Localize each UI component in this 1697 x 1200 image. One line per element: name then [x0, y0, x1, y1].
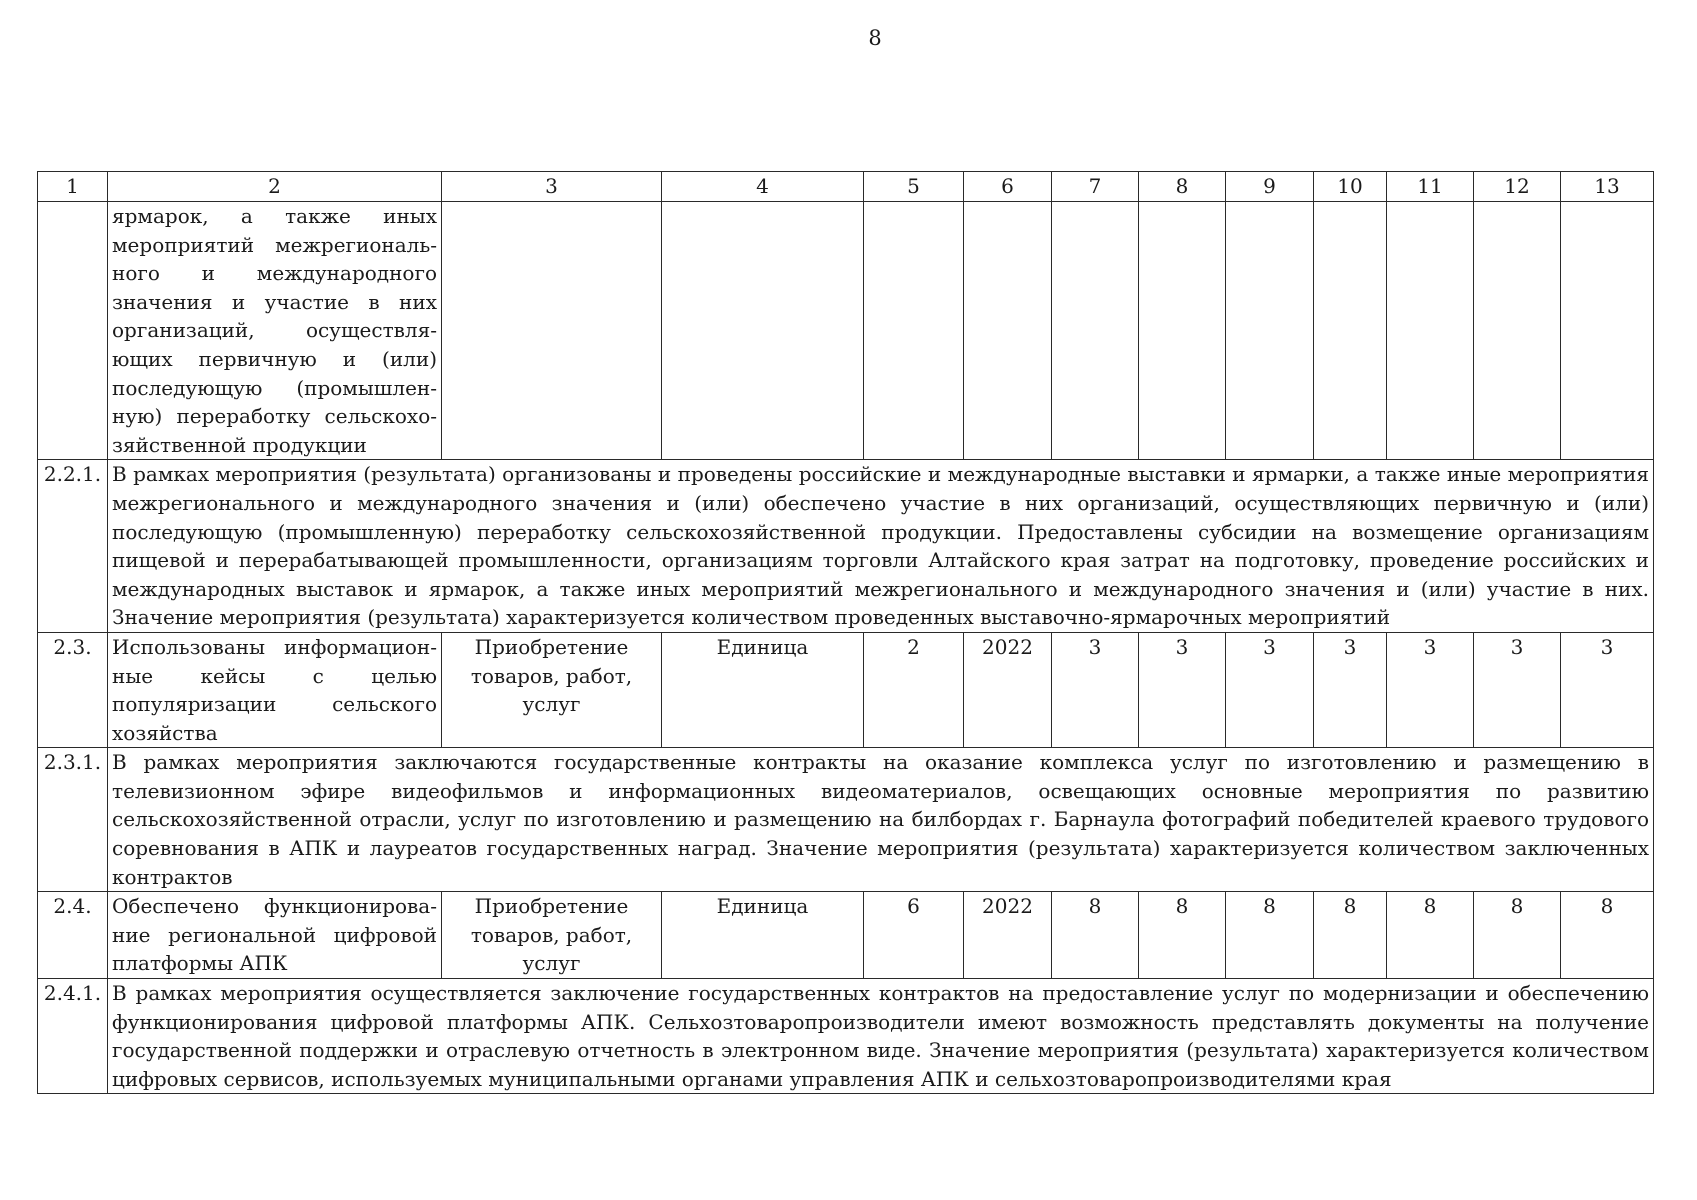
table-row: [38, 460, 1654, 633]
page-number: 8: [868, 26, 882, 50]
header-cell: 4: [662, 172, 864, 202]
row-number: 2.3.: [38, 632, 108, 747]
measure-description: В рамках мероприятия осуществляется заключение государственных контрактов на предоставление услуг по модернизации и обеспечению функционирования цифровой платформы АПК. Сельхозтоваропроизводители имеют возможность представлять документы на получение государственной поддержки и отраслевую отчетность в электронном виде. Значение мероприятия (результата) характеризуется количеством цифровых сервисов, используемых муниципальными органами управления АПК и сельхозтоваропроизводителями края: [108, 979, 1654, 1094]
header-cell: 2: [108, 172, 442, 202]
header-cell: 11: [1387, 172, 1474, 202]
measure-description: В рамках мероприятия (результата) организованы и проведены российские и международные выставки и ярмарки, а также иные мероприятия межрегионального и международного значения и (или) обеспечено участие в них организаций, осуществляющих первичную и (или) последующую (промышленную) переработку сельскохозяйственной продукции. Предоставлены субсидии на возмещение организациям пищевой и перерабатывающей промышленности, организациям торговли Алтайского края затрат на подготовку, проведение российских и международных выставок и ярмарок, а также иных мероприятий межрегионального и международного значения и (или) участие в них. Значение мероприятия (результата) характеризуется количеством проведенных выставочно-ярмарочных мероприятий: [108, 460, 1654, 633]
year-value: 3: [1139, 632, 1226, 747]
base-year: 2022: [964, 632, 1052, 747]
year-value: 8: [1314, 892, 1387, 979]
header-cell: 9: [1226, 172, 1314, 202]
measure-name-continued: ярмарок, а также иных мероприятий межрегионального и международного значения и участие в них организаций, осуществляющих первичную и (или) последующую (промышленную) переработку сельскохозяйственной продукции: [108, 202, 442, 460]
year-value: 8: [1561, 892, 1654, 979]
table-row: [38, 892, 1654, 979]
base-value: 6: [864, 892, 964, 979]
year-value: 3: [1387, 632, 1474, 747]
base-year: 2022: [964, 892, 1052, 979]
header-cell: 5: [864, 172, 964, 202]
year-value: 8: [1387, 892, 1474, 979]
row-number-cell: [38, 202, 108, 460]
row-number: 2.4.1.: [38, 979, 108, 1094]
row-number: 2.2.1.: [38, 460, 108, 633]
measure-description: В рамках мероприятия заключаются государственные контракты на оказание комплекса услуг по изготовлению и размещению в телевизионном эфире видеофильмов и информационных видеоматериалов, освещающих основные мероприятия по развитию сельскохозяйственной отрасли, услуг по изготовлению и размещению на билбордах г. Барнаула фотографий победителей краевого трудового соревнования в АПК и лауреатов государственных наград. Значение мероприятия (результата) характеризуется количеством заключенных контрактов: [108, 748, 1654, 892]
table-row: [38, 748, 1654, 892]
measure-name: Обеспечено функционирование региональной цифровой платформы АПК: [108, 892, 442, 979]
year-value: 3: [1314, 632, 1387, 747]
measure-type: Приобретение товаров, работ, услуг: [442, 892, 662, 979]
header-row: [38, 172, 1654, 202]
year-value: 3: [1226, 632, 1314, 747]
table-row: [38, 632, 1654, 747]
year-value: 3: [1474, 632, 1561, 747]
year-value: 8: [1139, 892, 1226, 979]
header-cell: 1: [38, 172, 108, 202]
header-cell: 3: [442, 172, 662, 202]
measure-type: Приобретение товаров, работ, услуг: [442, 632, 662, 747]
header-cell: 7: [1052, 172, 1139, 202]
year-value: 3: [1052, 632, 1139, 747]
header-cell: 10: [1314, 172, 1387, 202]
table-row: [38, 979, 1654, 1094]
header-cell: 13: [1561, 172, 1654, 202]
year-value: 8: [1052, 892, 1139, 979]
measures-table: [37, 171, 1654, 1094]
header-cell: 6: [964, 172, 1052, 202]
row-number: 2.4.: [38, 892, 108, 979]
year-value: 8: [1226, 892, 1314, 979]
year-value: 3: [1561, 632, 1654, 747]
measure-unit: Единица: [662, 632, 864, 747]
base-value: 2: [864, 632, 964, 747]
year-value: 8: [1474, 892, 1561, 979]
measure-name: Использованы информационные кейсы с целью популяризации сельского хозяйства: [108, 632, 442, 747]
header-cell: 12: [1474, 172, 1561, 202]
header-cell: 8: [1139, 172, 1226, 202]
table-row: [38, 202, 1654, 460]
measure-unit: Единица: [662, 892, 864, 979]
row-number: 2.3.1.: [38, 748, 108, 892]
